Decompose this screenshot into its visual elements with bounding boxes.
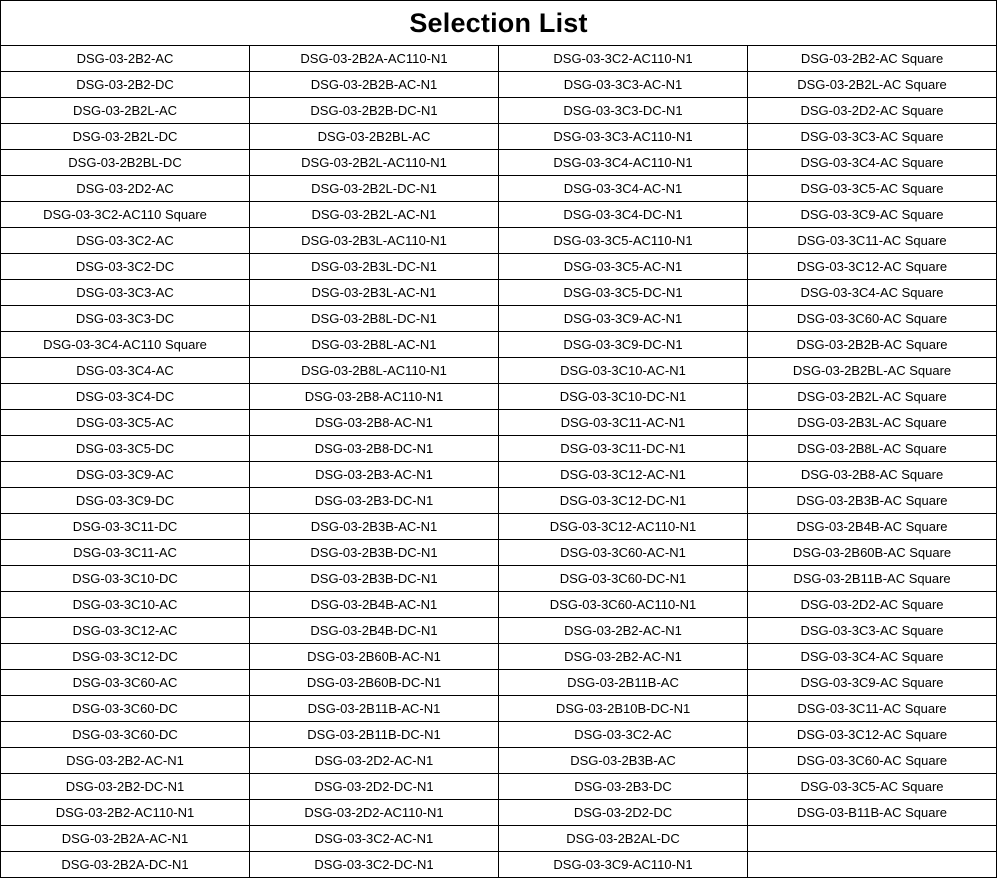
table-cell: DSG-03-3C60-AC Square: [748, 306, 997, 332]
table-row: [1, 800, 997, 826]
table-row: [1, 462, 997, 488]
table-cell: DSG-03-2B3B-AC Square: [748, 488, 997, 514]
table-cell: DSG-03-2B4B-AC Square: [748, 514, 997, 540]
table-cell: DSG-03-3C60-DC-N1: [499, 566, 748, 592]
table-cell: DSG-03-2D2-AC Square: [748, 592, 997, 618]
table-cell: DSG-03-2D2-DC-N1: [250, 774, 499, 800]
table-cell: DSG-03-2B2-AC-N1: [499, 618, 748, 644]
table-cell: DSG-03-2B2L-AC Square: [748, 72, 997, 98]
table-cell: DSG-03-2B60B-AC-N1: [250, 644, 499, 670]
table-cell: DSG-03-2B8-AC Square: [748, 462, 997, 488]
table-cell: DSG-03-2B3B-DC-N1: [250, 540, 499, 566]
table-cell: DSG-03-3C12-DC: [1, 644, 250, 670]
table-cell: DSG-03-2B3-DC-N1: [250, 488, 499, 514]
table-cell: DSG-03-2B2-AC-N1: [1, 748, 250, 774]
table-cell: DSG-03-3C11-DC-N1: [499, 436, 748, 462]
table-cell: DSG-03-2B2-AC-N1: [499, 644, 748, 670]
table-cell: DSG-03-3C2-AC: [499, 722, 748, 748]
table-cell: DSG-03-2B2BL-AC: [250, 124, 499, 150]
table-cell: DSG-03-3C60-AC110-N1: [499, 592, 748, 618]
table-row: [1, 774, 997, 800]
table-cell: DSG-03-3C5-AC Square: [748, 176, 997, 202]
table-row: [1, 514, 997, 540]
table-row: [1, 332, 997, 358]
table-cell: DSG-03-2B8L-AC Square: [748, 436, 997, 462]
table-cell: DSG-03-3C12-AC-N1: [499, 462, 748, 488]
table-cell: DSG-03-2B3L-AC-N1: [250, 280, 499, 306]
table-cell: DSG-03-2B3-DC: [499, 774, 748, 800]
table-cell: DSG-03-2B11B-AC-N1: [250, 696, 499, 722]
table-body: [1, 46, 997, 878]
table-cell: DSG-03-2B3L-DC-N1: [250, 254, 499, 280]
table-cell: DSG-03-2B3L-AC110-N1: [250, 228, 499, 254]
table-cell: DSG-03-2B4B-DC-N1: [250, 618, 499, 644]
table-cell: DSG-03-3C4-AC-N1: [499, 176, 748, 202]
table-row: [1, 176, 997, 202]
table-cell: DSG-03-3C10-DC-N1: [499, 384, 748, 410]
table-row: [1, 46, 997, 72]
table-cell: DSG-03-2B8L-AC-N1: [250, 332, 499, 358]
table-cell: DSG-03-3C4-AC: [1, 358, 250, 384]
table-row: [1, 592, 997, 618]
table-cell: DSG-03-3C11-AC Square: [748, 228, 997, 254]
table-cell: DSG-03-3C12-AC Square: [748, 254, 997, 280]
table-cell: DSG-03-2B60B-AC Square: [748, 540, 997, 566]
table-cell: DSG-03-3C9-DC-N1: [499, 332, 748, 358]
table-cell: DSG-03-3C3-AC Square: [748, 618, 997, 644]
table-row: [1, 410, 997, 436]
table-cell: DSG-03-2B8L-AC110-N1: [250, 358, 499, 384]
table-cell: DSG-03-2B2BL-AC Square: [748, 358, 997, 384]
table-cell: DSG-03-3C10-AC: [1, 592, 250, 618]
table-row: [1, 150, 997, 176]
table-row: [1, 358, 997, 384]
table-cell: DSG-03-3C3-AC Square: [748, 124, 997, 150]
table-cell: DSG-03-3C5-DC-N1: [499, 280, 748, 306]
table-cell: DSG-03-2B3B-DC-N1: [250, 566, 499, 592]
table-row: [1, 280, 997, 306]
table-cell: DSG-03-3C12-AC: [1, 618, 250, 644]
table-cell: DSG-03-2B2L-AC: [1, 98, 250, 124]
table-row: [1, 540, 997, 566]
table-row: [1, 644, 997, 670]
table-cell: DSG-03-3C3-DC-N1: [499, 98, 748, 124]
table-cell: DSG-03-2B2L-DC: [1, 124, 250, 150]
table-cell: DSG-03-3C2-AC110-N1: [499, 46, 748, 72]
table-cell: DSG-03-3C60-AC Square: [748, 748, 997, 774]
table-cell: DSG-03-3C9-AC-N1: [499, 306, 748, 332]
table-cell: DSG-03-3C4-AC Square: [748, 644, 997, 670]
table-row: [1, 228, 997, 254]
table-cell: DSG-03-2B11B-AC: [499, 670, 748, 696]
table-cell: DSG-03-3C4-AC110 Square: [1, 332, 250, 358]
table-cell: DSG-03-3C60-AC-N1: [499, 540, 748, 566]
table-row: [1, 124, 997, 150]
table-cell: DSG-03-2B2-AC110-N1: [1, 800, 250, 826]
table-cell: DSG-03-2D2-AC: [1, 176, 250, 202]
table-cell: DSG-03-3C3-AC: [1, 280, 250, 306]
table-cell: DSG-03-3C12-AC110-N1: [499, 514, 748, 540]
table-cell: DSG-03-2B2A-AC-N1: [1, 826, 250, 852]
table-cell: DSG-03-3C5-AC-N1: [499, 254, 748, 280]
table-cell: DSG-03-2B8-DC-N1: [250, 436, 499, 462]
table-cell: DSG-03-3C4-AC110-N1: [499, 150, 748, 176]
table-cell: DSG-03-3C2-DC: [1, 254, 250, 280]
table-cell: [748, 826, 997, 852]
table-cell: DSG-03-3C5-AC Square: [748, 774, 997, 800]
table-cell: DSG-03-3C11-AC Square: [748, 696, 997, 722]
table-cell: DSG-03-2B3-AC-N1: [250, 462, 499, 488]
table-cell: DSG-03-3C5-AC: [1, 410, 250, 436]
table-row: [1, 696, 997, 722]
table-row: [1, 202, 997, 228]
table-cell: DSG-03-2D2-AC Square: [748, 98, 997, 124]
table-row: [1, 384, 997, 410]
table-cell: DSG-03-2B8-AC110-N1: [250, 384, 499, 410]
table-cell: DSG-03-2D2-AC110-N1: [250, 800, 499, 826]
table-cell: DSG-03-2B2-DC-N1: [1, 774, 250, 800]
table-cell: DSG-03-2B2B-DC-N1: [250, 98, 499, 124]
table-cell: DSG-03-3C9-AC Square: [748, 202, 997, 228]
table-cell: DSG-03-2B3B-AC-N1: [250, 514, 499, 540]
table-cell: DSG-03-3C2-AC: [1, 228, 250, 254]
table-cell: DSG-03-B11B-AC Square: [748, 800, 997, 826]
table-cell: DSG-03-3C10-AC-N1: [499, 358, 748, 384]
table-cell: DSG-03-2B2-DC: [1, 72, 250, 98]
table-row: [1, 852, 997, 878]
table-cell: DSG-03-3C2-DC-N1: [250, 852, 499, 878]
table-cell: DSG-03-3C9-AC110-N1: [499, 852, 748, 878]
table-cell: DSG-03-3C4-AC Square: [748, 150, 997, 176]
table-row: [1, 748, 997, 774]
table-cell: DSG-03-2B8-AC-N1: [250, 410, 499, 436]
table-cell: DSG-03-2B10B-DC-N1: [499, 696, 748, 722]
table-cell: DSG-03-2B60B-DC-N1: [250, 670, 499, 696]
table-cell: DSG-03-3C60-AC: [1, 670, 250, 696]
table-cell: DSG-03-3C4-DC-N1: [499, 202, 748, 228]
table-cell: DSG-03-2B2B-AC-N1: [250, 72, 499, 98]
table-cell: DSG-03-3C11-DC: [1, 514, 250, 540]
table-cell: DSG-03-2D2-DC: [499, 800, 748, 826]
table-cell: DSG-03-3C12-DC-N1: [499, 488, 748, 514]
table-row: [1, 436, 997, 462]
table-cell: DSG-03-2B2BL-DC: [1, 150, 250, 176]
table-row: [1, 306, 997, 332]
table-cell: DSG-03-3C3-DC: [1, 306, 250, 332]
table-cell: DSG-03-2B2AL-DC: [499, 826, 748, 852]
table-cell: DSG-03-2B2A-DC-N1: [1, 852, 250, 878]
table-cell: DSG-03-3C10-DC: [1, 566, 250, 592]
table-row: [1, 72, 997, 98]
table-cell: DSG-03-2B4B-AC-N1: [250, 592, 499, 618]
table-cell: DSG-03-3C60-DC: [1, 696, 250, 722]
table-cell: DSG-03-2B3B-AC: [499, 748, 748, 774]
table-cell: DSG-03-2D2-AC-N1: [250, 748, 499, 774]
table-cell: DSG-03-3C11-AC-N1: [499, 410, 748, 436]
table-cell: DSG-03-2B2L-AC110-N1: [250, 150, 499, 176]
table-cell: DSG-03-2B11B-DC-N1: [250, 722, 499, 748]
table-cell: DSG-03-3C11-AC: [1, 540, 250, 566]
table-cell: DSG-03-2B2A-AC110-N1: [250, 46, 499, 72]
table-cell: DSG-03-3C3-AC-N1: [499, 72, 748, 98]
table-cell: DSG-03-2B2L-DC-N1: [250, 176, 499, 202]
table-cell: DSG-03-3C9-AC Square: [748, 670, 997, 696]
table-row: [1, 254, 997, 280]
table-cell: DSG-03-2B11B-AC Square: [748, 566, 997, 592]
table-title: Selection List: [1, 1, 997, 46]
table-cell: DSG-03-3C5-DC: [1, 436, 250, 462]
table-cell: [748, 852, 997, 878]
table-row: [1, 826, 997, 852]
title-row: [1, 1, 997, 46]
table-cell: DSG-03-2B3L-AC Square: [748, 410, 997, 436]
table-cell: DSG-03-2B2-AC: [1, 46, 250, 72]
table-cell: DSG-03-3C12-AC Square: [748, 722, 997, 748]
table-cell: DSG-03-2B2B-AC Square: [748, 332, 997, 358]
table-cell: DSG-03-3C4-AC Square: [748, 280, 997, 306]
table-row: [1, 670, 997, 696]
table-cell: DSG-03-3C2-AC-N1: [250, 826, 499, 852]
table-cell: DSG-03-3C9-DC: [1, 488, 250, 514]
table-row: [1, 618, 997, 644]
table-cell: DSG-03-3C4-DC: [1, 384, 250, 410]
table-cell: DSG-03-2B2-AC Square: [748, 46, 997, 72]
table-row: [1, 488, 997, 514]
table-row: [1, 566, 997, 592]
table-row: [1, 722, 997, 748]
table-cell: DSG-03-3C9-AC: [1, 462, 250, 488]
table-cell: DSG-03-2B2L-AC Square: [748, 384, 997, 410]
table-cell: DSG-03-2B8L-DC-N1: [250, 306, 499, 332]
table-cell: DSG-03-2B2L-AC-N1: [250, 202, 499, 228]
table-cell: DSG-03-3C60-DC: [1, 722, 250, 748]
table-cell: DSG-03-3C3-AC110-N1: [499, 124, 748, 150]
table-cell: DSG-03-3C2-AC110 Square: [1, 202, 250, 228]
table-row: [1, 98, 997, 124]
table-cell: DSG-03-3C5-AC110-N1: [499, 228, 748, 254]
